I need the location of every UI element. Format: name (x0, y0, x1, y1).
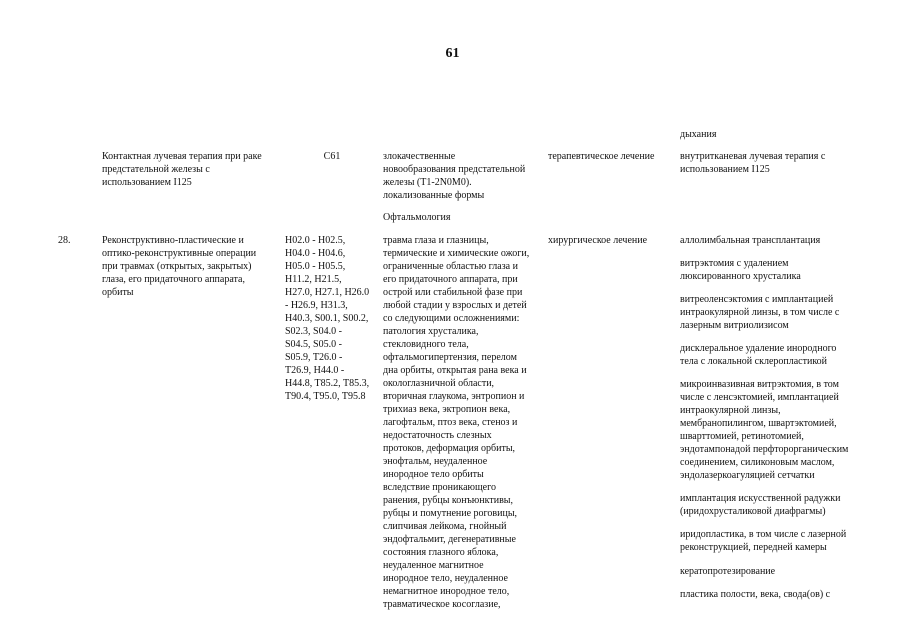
code-line: S04.5, S05.0 - (285, 339, 342, 350)
method-line: имплантация искусственной радужки (680, 493, 841, 504)
method-item (680, 565, 848, 578)
method-line: интраокулярной линзы, в том числе с (680, 307, 840, 318)
code-line: H27.0, H27.1, H26.0 (285, 287, 370, 298)
code-line: T26.9, H44.0 - (285, 365, 345, 376)
code-line: H11.2, H21.5, (285, 274, 342, 285)
text-line: его придаточного аппарата, при (383, 274, 518, 285)
text-line: оптико-реконструктивные операции (102, 248, 257, 259)
text-line: ограниченные областью глаза и (383, 261, 518, 272)
row-number: 28. (58, 235, 71, 246)
row-28-methods (680, 234, 848, 601)
text-line: дна орбиты, открытая рана века и (383, 365, 527, 376)
code-line: H40.3, S00.1, S00.2, (285, 313, 369, 324)
method-item (680, 257, 848, 283)
text-line: внутритканевая лучевая терапия с (680, 151, 826, 162)
text-line: предстательной железы с (102, 164, 210, 175)
text-line: эндофтальмит, дегенеративные (383, 534, 516, 545)
text-line: состояния глазного яблока, (383, 547, 499, 558)
text-line: патология хрусталика, (383, 326, 479, 337)
text-line: инородное тело орбиты (383, 469, 484, 480)
method-line: реконструкцией, передней камеры (680, 542, 827, 553)
text-line: использованием I125 (680, 164, 770, 175)
row-28-name (102, 234, 256, 299)
method-line: эндотампонадой перфторорганическим (680, 444, 849, 455)
text-line: любой стадии у взрослых и детей (383, 300, 527, 311)
text-line: травма глаза и глазницы, (383, 235, 489, 246)
code-line: T90.4, T95.0, T95.8 (285, 391, 366, 402)
text-line: глаза, его придаточного аппарата, (102, 274, 245, 285)
method-line: аллолимбальная трансплантация (680, 235, 821, 246)
text-line: локализованные формы (383, 190, 485, 201)
method-item (680, 528, 848, 554)
text-line: неудаленное магнитное (383, 560, 484, 571)
text-line: энофтальм, неудаленное (383, 456, 488, 467)
text-line: протоков, деформация орбиты, (383, 443, 516, 454)
text-line: при травмах (открытых, закрытых) (102, 261, 252, 272)
text-line: вторичная глаукома, энтропион и (383, 391, 525, 402)
method-line: мембранопилингом, швартэктомией, (680, 418, 837, 429)
method-line: лазерным витриолизисом (680, 320, 789, 331)
text-line: острой или стабильной фазе при (383, 287, 523, 298)
text-line: новообразования предстательной (383, 164, 526, 175)
method-line: дисклеральное удаление инородного (680, 343, 837, 354)
method-line: витреоленсэктомия с имплантацией (680, 294, 834, 305)
method-item (680, 378, 848, 482)
section-title: Офтальмология (383, 212, 451, 223)
method-line: числе с ленсэктомией, имплантацией (680, 392, 839, 403)
code-line: H44.8, T85.2, T85.3, (285, 378, 370, 389)
method-line: (иридохрусталиковой диафрагмы) (680, 506, 826, 517)
text-line: окологлазничной области, (383, 378, 495, 389)
text-line: немагнитное инородное тело, (383, 586, 510, 597)
prev-row-treatment: терапевтическое лечение (548, 151, 655, 162)
method-line: иридопластика, в том числе с лазерной (680, 529, 847, 540)
method-item (680, 342, 848, 368)
text-line: стекловидного тела, (383, 339, 469, 350)
method-line: тела с локальной склеропластикой (680, 356, 828, 367)
text-line: инородное тело, неудаленное (383, 573, 508, 584)
method-line: интраокулярной линзы, (680, 405, 781, 416)
code-line: S02.3, S04.0 - (285, 326, 342, 337)
text-line: использованием I125 (102, 177, 192, 188)
text-line: трихиаз века, эктропион века, (383, 404, 511, 415)
prev-row-method (680, 150, 825, 176)
code-line: H05.0 - H05.5, (285, 261, 346, 272)
code-line: H02.0 - H02.5, (285, 235, 346, 246)
row-28-codes (285, 234, 369, 403)
continued-text: дыхания (680, 129, 717, 140)
method-line: эндолазеркоагуляцией сетчатки (680, 470, 815, 481)
text-line: железы (T1-2N0M0). (383, 177, 472, 188)
text-line: Контактная лучевая терапия при раке (102, 151, 262, 162)
text-line: недостаточность слезных (383, 430, 492, 441)
text-line: ранения, рубцы конъюнктивы, (383, 495, 514, 506)
method-line: люксированного хрусталика (680, 271, 801, 282)
prev-row-code: C61 (323, 151, 341, 162)
text-line: со следующими осложнениями: (383, 313, 520, 324)
text-line: рубцы и помутнение роговицы, (383, 508, 518, 519)
method-line: кератопротезирование (680, 566, 776, 577)
page-number: 61 (445, 46, 460, 61)
method-item (680, 293, 848, 332)
text-line: слипчивая лейкома, гнойный (383, 521, 507, 532)
method-line: шварттомией, ретинотомией, (680, 431, 804, 442)
method-item (680, 588, 848, 601)
row-28-diagnosis (383, 234, 529, 611)
code-line: H04.0 - H04.6, (285, 248, 346, 259)
text-line: злокачественные (383, 151, 456, 162)
method-item (680, 492, 848, 518)
method-item (680, 234, 848, 247)
text-line: лагофтальм, птоз века, стеноз и (383, 417, 518, 428)
code-line: S05.9, T26.0 - (285, 352, 343, 363)
code-line: - H26.9, H31.3, (285, 300, 348, 311)
text-line: офтальмогипертензия, перелом (383, 352, 517, 363)
prev-row-diagnosis (383, 150, 525, 202)
text-line: вследствие проникающего (383, 482, 496, 493)
row-28-treatment: хирургическое лечение (548, 235, 648, 246)
text-line: травматическое косоглазие, (383, 599, 501, 610)
text-line: орбиты (102, 287, 134, 298)
method-line: микроинвазивная витрэктомия, в том (680, 379, 839, 390)
method-line: пластика полости, века, свода(ов) с (680, 589, 831, 600)
prev-row-name (102, 150, 262, 189)
text-line: Реконструктивно-пластические и (102, 235, 244, 246)
method-line: витрэктомия с удалением (680, 258, 789, 269)
text-line: термические и химические ожоги, (383, 248, 530, 259)
method-line: соединением, силиконовым маслом, (680, 457, 835, 468)
